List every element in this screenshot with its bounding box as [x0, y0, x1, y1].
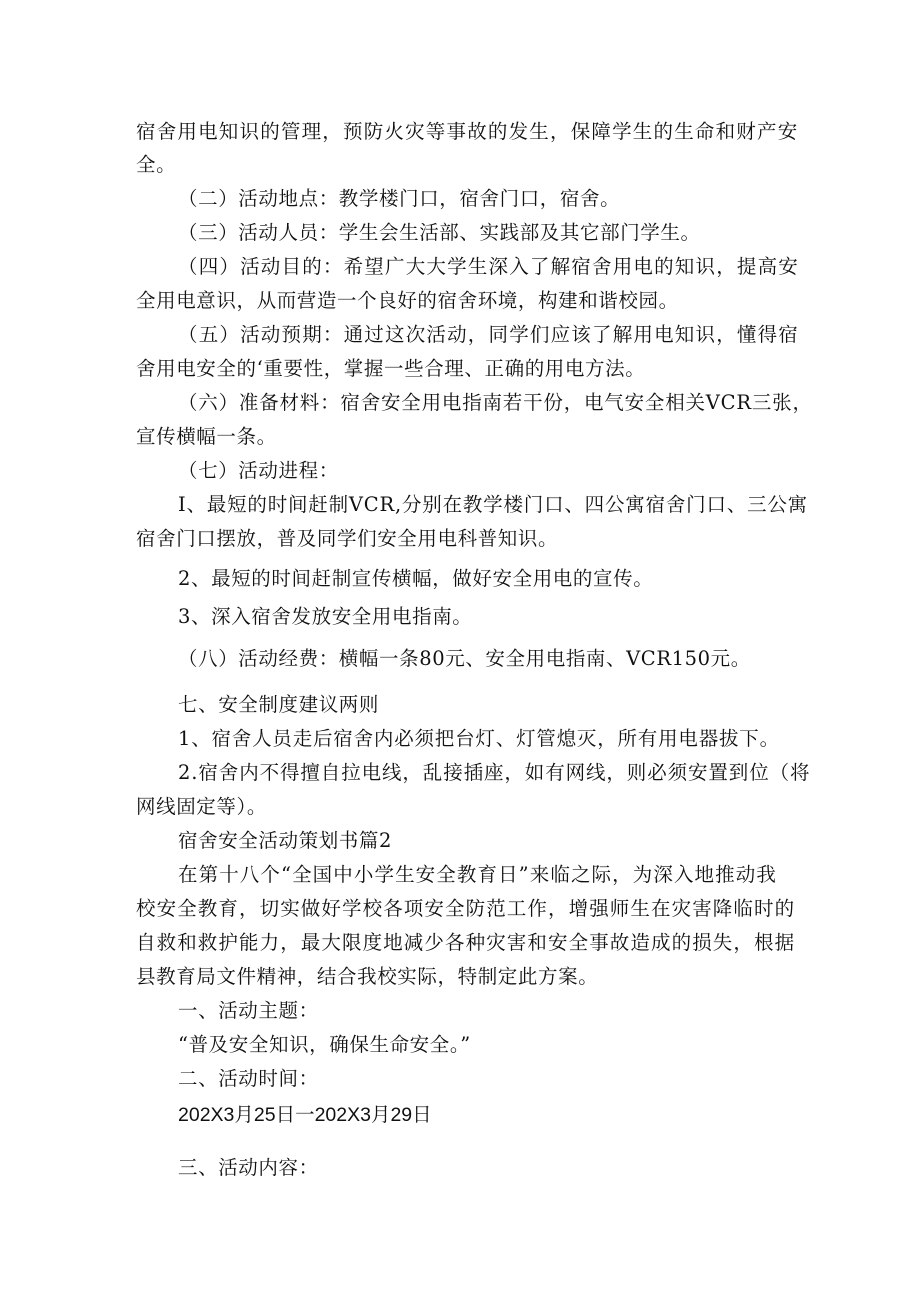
text-line: 宿舍用电知识的管理，预防火灾等事故的发生，保障学生的生命和财产安	[136, 120, 799, 143]
text-line: （二）活动地点：教学楼门口，宿舍门口，宿舍。	[178, 187, 621, 210]
section-heading: 二、活动时间：	[178, 1067, 319, 1090]
text-line: “普及安全知识，确保生命安全。”	[178, 1033, 471, 1056]
text-line: （三）活动人员：学生会生活部、实践部及其它部门学生。	[178, 221, 701, 244]
text-line: I、最短的时间赶制VCR,分别在教学楼门口、四公寓宿舍门口、三公寓	[178, 493, 808, 516]
text-line: （七）活动进程：	[178, 459, 339, 482]
text-line: 全用电意识，从而营造一个良好的宿舍环境，构建和谐校园。	[136, 289, 679, 312]
section-heading: 一、活动主题：	[178, 999, 319, 1022]
text-line: 全。	[136, 153, 177, 176]
text-line: （六）准备材料：宿舍安全用电指南若干份，电气安全相关VCR三张，	[178, 391, 813, 414]
text-line: 校安全教育，切实做好学校各项安全防范工作，增强师生在灾害降临时的	[136, 897, 796, 920]
date-range: 202X3月25日一202X3月29日	[178, 1104, 432, 1126]
section-heading: 七、安全制度建议两则	[178, 693, 380, 716]
text-line: 3、深入宿舍发放安全用电指南。	[178, 605, 473, 628]
text-line: 县教育局文件精神，结合我校实际，特制定此方案。	[136, 965, 599, 988]
text-line: 2、最短的时间赶制宣传横幅，做好安全用电的宣传。	[178, 567, 654, 590]
text-line: 2.宿舍内不得擅自拉电线，乱接插座，如有网线，则必须安置到位（将	[178, 761, 811, 784]
section-heading: 三、活动内容：	[178, 1156, 319, 1179]
text-line: 宿舍门口摆放，普及同学们安全用电科普知识。	[136, 527, 559, 550]
text-line: 1、宿舍人员走后宿舍内必须把台灯、灯管熄灭，所有用电器拔下。	[178, 727, 780, 750]
section-title: 宿舍安全活动策划书篇2	[178, 829, 393, 852]
text-line: 舍用电安全的‘重要性，掌握一些合理、正确的用电方法。	[136, 357, 646, 380]
text-line: （八）活动经费：横幅一条80元、安全用电指南、VCR150元。	[178, 647, 751, 670]
text-line: 在第十八个“全国中小学生安全教育日”来临之际，为深入地推动我	[178, 863, 777, 886]
text-line: 网线固定等）。	[136, 795, 267, 818]
text-line: （五）活动预期：通过这次活动，同学们应该了解用电知识，懂得宿	[178, 323, 800, 346]
text-line: （四）活动目的：希望广大大学生深入了解宿舍用电的知识，提高安	[178, 255, 800, 278]
text-line: 宣传横幅一条。	[136, 425, 277, 448]
text-line: 自救和救护能力，最大限度地减少各种灾害和安全事故造成的损失，根据	[136, 931, 796, 954]
